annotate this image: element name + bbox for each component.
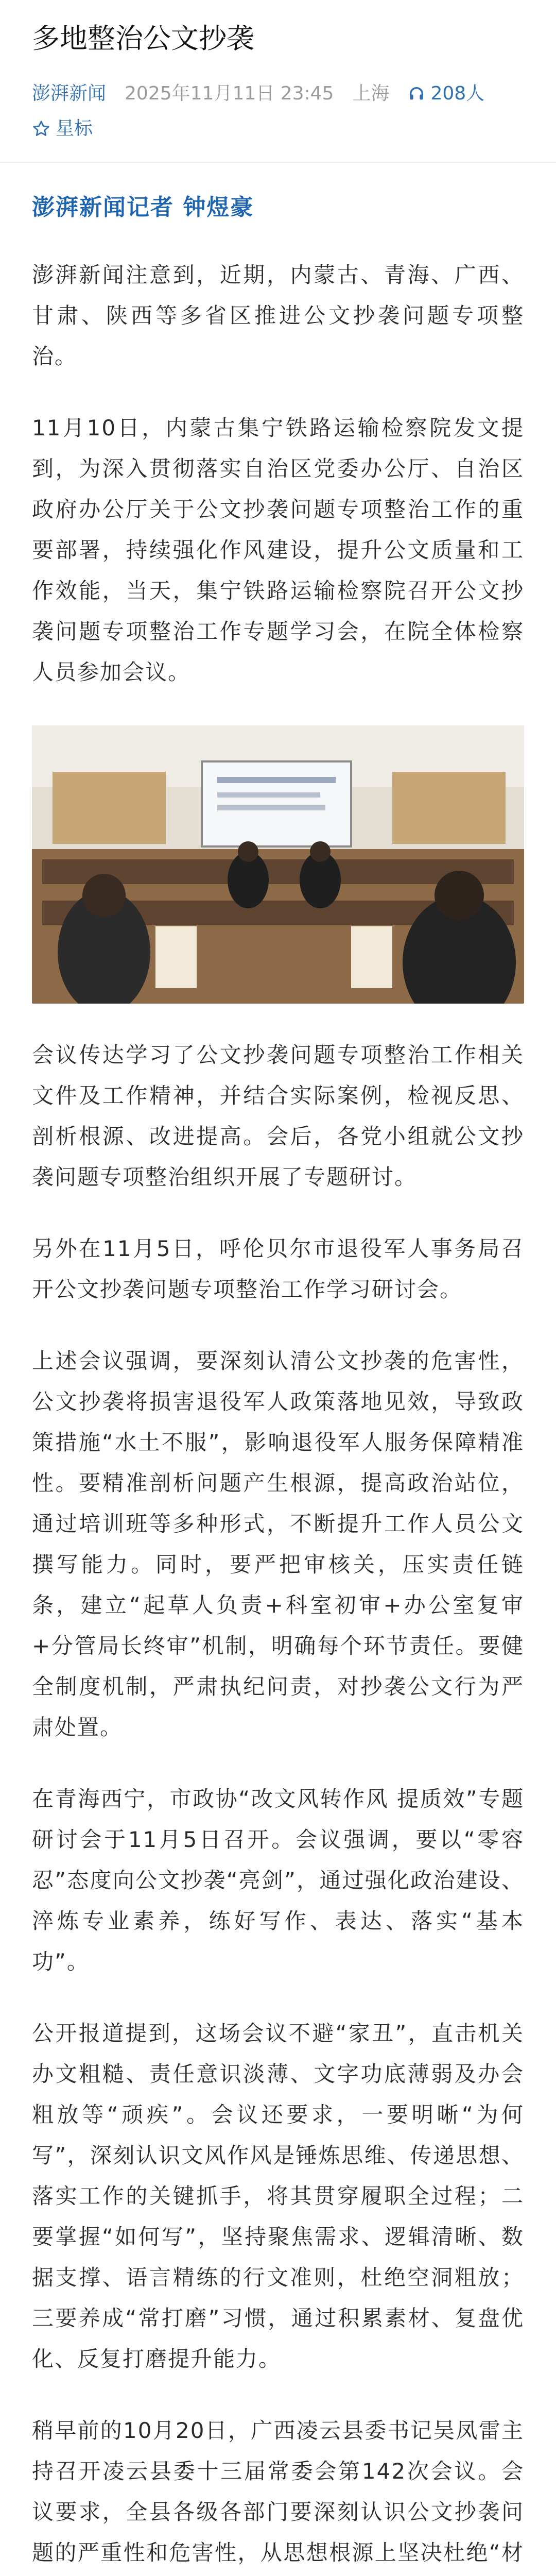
location: 上海 [352, 83, 390, 104]
paragraph: 上述会议强调，要深刻认清公文抄袭的危害性，公文抄袭将损害退役军人政策落地见效，导致政策措施“水土不服”，影响退役军人服务保障精准性。要精准剖析问题产生根源，提高政治站位，通过培训班等多种形式，不断提升工作人员公文撰写能力。同时，要严把审核关，压实责任链条，建立“起草人负责+科室初审+办公室复审+分管局长终审”机制，明确每个环节责任。要健全制度机制，严肃执纪问责，对抄袭公文行为严肃处置。 [32, 1348, 524, 1740]
paragraph: 澎湃新闻注意到，近期，内蒙古、青海、广西、甘肃、陕西等多省区推进公文抄袭问题专项整治。 [32, 262, 524, 369]
paragraph: 11月10日，内蒙古集宁铁路运输检察院发文提到，为深入贯彻落实自治区党委办公厅、自治区政府办公厅关于公文抄袭问题专项整治工作的重要部署，持续强化作风建设，提升公文质量和工作效能，当天，集宁铁路运输检察院召开公文抄袭问题专项整治工作专题学习会，在院全体检察人员参加会议。 [32, 415, 524, 685]
article-body [0, 192, 556, 2576]
star-label: 星标 [56, 118, 93, 139]
paragraph: 会议传达学习了公文抄袭问题专项整治工作相关文件及工作精神，并结合实际案例，检视反思、剖析根源、改进提高。会后，各党小组就公文抄袭问题专项整治组织开展了专题研讨。 [32, 1042, 524, 1190]
star-icon [32, 120, 50, 138]
publish-time: 2025年11月11日 23:45 [125, 83, 334, 104]
reporter-byline: 澎湃新闻记者 钟煜豪 [32, 194, 254, 221]
source-link[interactable]: 澎湃新闻 [32, 83, 107, 104]
article-meta [32, 81, 524, 106]
paragraph: 在青海西宁，市政协“改文风转作风 提质效”专题研讨会于11月5日召开。会议强调，要以“零容忍”态度向公文抄袭“亮剑”，通过强化政治建设、淬炼专业素养，练好写作、表达、落实“基本功”。 [32, 1786, 524, 1974]
meeting-room-image [32, 725, 524, 1004]
header-divider [0, 162, 556, 163]
headphones-icon [408, 85, 425, 103]
article-title: 多地整治公文抄袭 [32, 22, 254, 55]
star-button[interactable] [32, 116, 524, 141]
paragraph: 公开报道提到，这场会议不避“家丑”，直击机关办文粗糙、责任意识淡薄、文字功底薄弱及办会粗放等“顽疾”。会议还要求，一要明晰“为何写”，深刻认识文风作风是锤炼思维、传递思想、落实工作的关键抓手，将其贯穿履职全过程；二要掌握“如何写”，坚持聚焦需求、逻辑清晰、数据支撑、语言精练的行文准则，杜绝空洞粗放；三要养成“常打磨”习惯，通过积累素材、复盘优化、反复打磨提升能力。 [32, 2021, 524, 2371]
paragraph: 另外在11月5日，呼伦贝尔市退役军人事务局召开公文抄袭问题专项整治工作学习研讨会。 [32, 1236, 524, 1302]
view-count[interactable] [408, 81, 484, 106]
article-header [0, 0, 556, 141]
paragraph: 稍早前的10月20日，广西凌云县委书记吴凤雷主持召开凌云县委十三届常委会第142次会议。会议要求，全县各级各部门要深刻认识公文抄袭问题的严重性和危害性，从思想根源上坚决杜绝“材 [32, 2418, 524, 2565]
view-count-label: 208人 [430, 83, 485, 104]
meeting-photo-1[interactable] [32, 725, 524, 1004]
